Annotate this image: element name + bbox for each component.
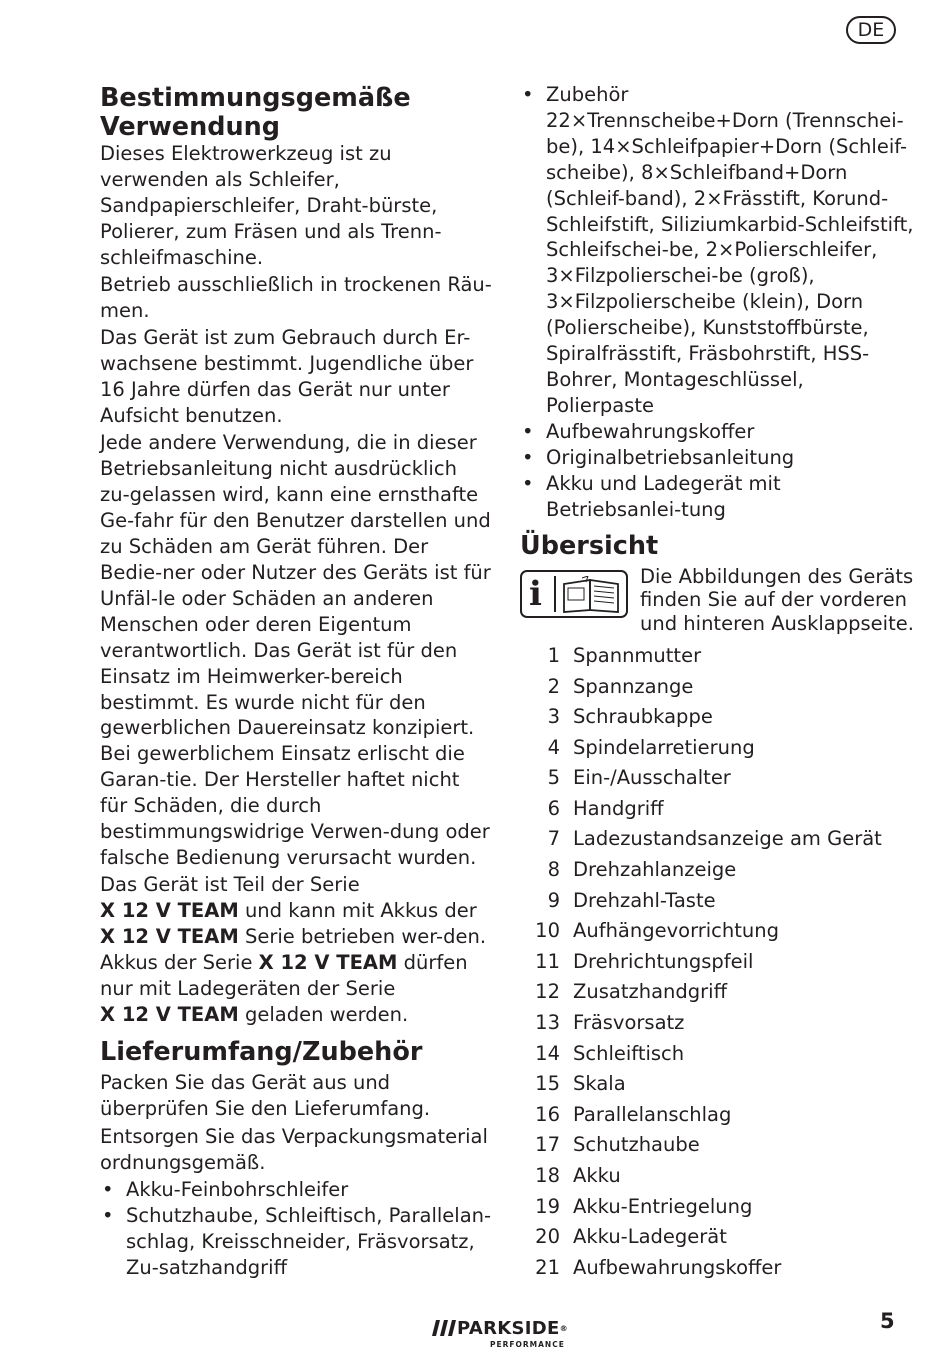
paragraph: Dieses Elektrowerkzeug ist zu verwenden als Schleifer, Sandpapierschleifer, Draht-bürste, Polierer, zum Fräsen und als Trenn-schleifmaschine. xyxy=(100,142,442,269)
list-item-label: • Zubehör xyxy=(546,83,629,106)
paragraph: Packen Sie das Gerät aus und überprüfen Sie den Lieferumfang. xyxy=(100,1071,431,1121)
paragraph: Jede andere Verwendung, die in dieser Betriebsanleitung nicht ausdrücklich zu-gelassen wird, kann eine ernsthafte Ge-fahr für den Benutzer darstellen und zu Schäden am Gerät führen. Der Bedie-ner oder Nutzer des Geräts ist für Unfäl-le oder Schäden an anderen Menschen oder deren Eigentum verantwortlich. Das Gerät ist für den Einsatz im Heimwerker-bereich bestimmt. Es wurde nicht für den gewerblichen Dauereinsatz konzipiert. Bei gewerblichem Einsatz erlischt die Garan-tie. Der Hersteller haftet nicht für Schäden, die durch bestimmungswidrige Verwen-dung oder falsche Bedienung verursacht wurden. xyxy=(100,431,491,869)
paragraph: Das Gerät ist zum Gebrauch durch Er-wachsene bestimmt. Jugendliche über 16 Jahre dürfen das Gerät nur unter Aufsicht benutzen. xyxy=(100,326,474,428)
parkside-logo xyxy=(432,1318,592,1352)
part-item xyxy=(520,733,915,764)
part-number: 21 xyxy=(535,1255,560,1279)
info-manual-icon: i xyxy=(520,570,628,618)
section-title-scope-of-delivery: Lieferumfang/Zubehör xyxy=(100,1036,423,1067)
part-name: Schleiftisch xyxy=(573,1041,685,1065)
part-item xyxy=(520,1192,915,1223)
part-name: Drehzahl-Taste xyxy=(573,888,716,912)
list-item: • Akku-Feinbohrschleifer xyxy=(100,1177,492,1203)
part-name: Akku xyxy=(573,1164,621,1187)
text: und kann mit Akkus der xyxy=(238,899,477,923)
part-number: 4 xyxy=(547,735,560,759)
part-item xyxy=(520,763,915,794)
series-name: X 12 V TEAM xyxy=(100,899,239,923)
sub-brand: PERFORMANCE xyxy=(490,1340,565,1349)
part-item xyxy=(520,1253,915,1284)
text: Das Gerät ist Teil der Serie xyxy=(100,873,360,897)
part-name: Ladezustandsanzeige am Gerät xyxy=(573,827,882,851)
part-item xyxy=(520,1130,915,1161)
series-name: X 12 V TEAM xyxy=(100,1002,239,1026)
list-item: • Aufbewahrungskoffer xyxy=(520,419,915,445)
part-name: Fräsvorsatz xyxy=(573,1011,685,1035)
page-number: 5 xyxy=(880,1309,895,1333)
paragraph: Entsorgen Sie das Verpackungsmaterial ordnungsgemäß. xyxy=(100,1124,488,1174)
brand-name: PARKSIDE® xyxy=(457,1318,568,1339)
part-item xyxy=(520,947,915,978)
part-number: 12 xyxy=(535,980,560,1004)
part-number: 17 xyxy=(535,1133,560,1157)
part-name: Akku-Ladegerät xyxy=(573,1225,727,1249)
left-column xyxy=(100,84,492,1281)
info-text: Die Abbildungen des Geräts finden Sie auf der vorderen und hinteren Ausklappseite. xyxy=(640,564,914,635)
part-item xyxy=(520,855,915,886)
series-name: X 12 V TEAM xyxy=(100,925,239,949)
accessory-list xyxy=(520,82,915,522)
part-number: 19 xyxy=(535,1194,560,1218)
part-number: 6 xyxy=(547,796,560,820)
part-name: Schutzhaube xyxy=(573,1133,700,1157)
text: Serie betrieben wer-den. Akkus der Serie xyxy=(100,925,487,975)
part-number: 5 xyxy=(547,766,560,790)
part-number: 14 xyxy=(535,1041,560,1065)
part-name: Zusatzhandgriff xyxy=(573,980,728,1004)
paragraph-series xyxy=(100,872,492,1027)
series-name: X 12 V TEAM xyxy=(258,951,398,975)
part-name: Ein-/Ausschalter xyxy=(573,766,731,790)
text: dürfen nur mit Ladegeräten der Serie xyxy=(100,951,468,1000)
part-name: Handgriff xyxy=(573,796,664,820)
part-name: Aufhängevorrichtung xyxy=(573,919,780,943)
part-item xyxy=(520,977,915,1008)
part-item xyxy=(520,702,915,733)
part-name: Akku-Entriegelung xyxy=(573,1194,753,1218)
delivery-list xyxy=(100,1177,492,1281)
part-name: Spannzange xyxy=(573,674,694,698)
part-number: 15 xyxy=(535,1072,560,1096)
part-number: 8 xyxy=(547,858,560,882)
part-item xyxy=(520,672,915,703)
section-title-overview: Übersicht xyxy=(520,531,659,562)
part-item xyxy=(520,794,915,825)
part-name: Drehzahlanzeige xyxy=(573,858,737,882)
part-number: 20 xyxy=(535,1225,560,1249)
part-number: 10 xyxy=(535,919,560,943)
list-item-detail: 22×Trennscheibe+Dorn (Trennschei-be), 14×Schleifpapier+Dorn (Schleif-scheibe), 8×Schleifband+Dorn (Schleif-band), 2×Frässtift, Korund-Schleifstift, Siliziumkarbid-Schleifstift, Schleifschei-be, 2×Polierschleifer, 3×Filzpolierschei-be (groß), 3×Filzpolierscheibe (klein), Dorn (Polierscheibe), Kunststoffbürste, Spiralfrässtift, Fräsbohrstift, HSS-Bohrer, Montageschlüssel, Polierpaste xyxy=(546,108,914,417)
text: geladen werden. xyxy=(238,1002,409,1026)
part-number: 11 xyxy=(535,949,560,973)
parts-list xyxy=(520,641,915,1283)
right-column xyxy=(520,82,915,1283)
part-item xyxy=(520,824,915,855)
part-name: Spindelarretierung xyxy=(573,735,755,759)
part-number: 1 xyxy=(547,643,560,667)
part-name: Skala xyxy=(573,1072,626,1096)
part-item xyxy=(520,1161,915,1192)
part-item xyxy=(520,1008,915,1039)
part-item xyxy=(520,641,915,672)
part-name: Drehrichtungspfeil xyxy=(573,949,754,973)
part-number: 18 xyxy=(535,1164,560,1187)
part-name: Parallelanschlag xyxy=(573,1102,732,1126)
paragraph: Betrieb ausschließlich in trockenen Räu-men. xyxy=(100,273,492,322)
list-item: • Originalbetriebsanleitung xyxy=(520,445,915,471)
language-badge: DE xyxy=(846,16,896,44)
part-item xyxy=(520,1100,915,1131)
list-item: • Schutzhaube, Schleiftisch, Parallelan-schlag, Kreisschneider, Fräsvorsatz, Zu-satzhandgriff xyxy=(100,1203,492,1281)
part-item xyxy=(520,1039,915,1070)
list-item: • Akku und Ladegerät mit Betriebsanlei-tung xyxy=(520,471,915,523)
part-item xyxy=(520,886,915,917)
logo-slashes-icon xyxy=(432,1320,456,1336)
list-item xyxy=(520,82,915,419)
part-number: 7 xyxy=(547,827,560,851)
part-number: 2 xyxy=(547,674,560,698)
part-number: 9 xyxy=(547,888,560,912)
part-number: 16 xyxy=(535,1102,560,1126)
part-name: Aufbewahrungskoffer xyxy=(573,1255,782,1279)
section-title-intended-use: Bestimmungsgemäße Verwendung xyxy=(100,83,411,142)
part-item xyxy=(520,1069,915,1100)
part-number: 13 xyxy=(535,1011,560,1035)
part-item xyxy=(520,916,915,947)
part-name: Schraubkappe xyxy=(573,705,713,729)
info-note xyxy=(520,565,915,639)
part-name: Spannmutter xyxy=(573,643,702,667)
part-item xyxy=(520,1222,915,1253)
part-number: 3 xyxy=(547,705,560,729)
